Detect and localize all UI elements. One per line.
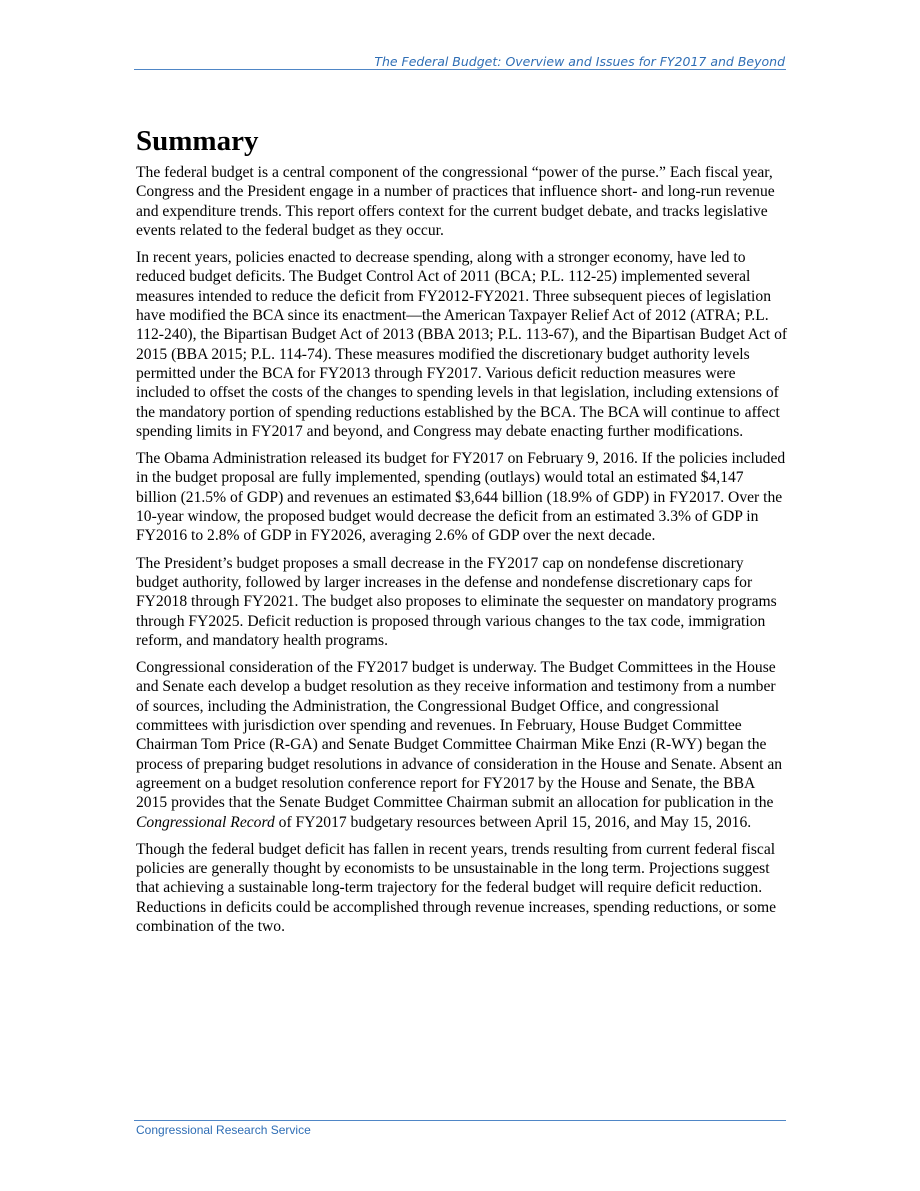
paragraph-3: The Obama Administration released its budget for FY2017 on February 9, 2016. If the policies included in the budget proposal are fully implemented, spending (outlays) would total an estimated $4,147 billion (21.5% of GDP) and revenues an estimated $3,644 billion (18.9% of GDP) in FY2017. Over the 10-year window, the proposed budget would decrease the deficit from an estimated 3.3% of GDP in FY2016 to 2.8% of GDP in FY2026, averaging 2.6% of GDP over the next decade. xyxy=(136,450,786,545)
footer-organization: Congressional Research Service xyxy=(136,1123,311,1137)
paragraph-5-text-b: of FY2017 budgetary resources between April 15, 2016, and May 15, 2016. xyxy=(274,813,752,831)
paragraph-2: In recent years, policies enacted to decrease spending, along with a stronger economy, have led to reduced budget deficits. The Budget Control Act of 2011 (BCA; P.L. 112-25) implemented several measures intended to reduce the deficit from FY2012-FY2021. Three subsequent pieces of legislation have modified the BCA since its enactment—the American Taxpayer Relief Act of 2012 (ATRA; P.L. 112-240), the Bipartisan Budget Act of 2013 (BBA 2013; P.L. 113-67), and the Bipartisan Budget Act of 2015 (BBA 2015; P.L. 114-74). These measures modified the discretionary budget authority levels permitted under the BCA for FY2013 through FY2017. Various deficit reduction measures were included to offset the costs of the changes to spending levels in that legislation, including extensions of the mandatory portion of spending reductions established by the BCA. The BCA will continue to affect spending limits in FY2017 and beyond, and Congress may debate enacting further modifications. xyxy=(136,249,788,440)
paragraph-1: The federal budget is a central component of the congressional “power of the purse.” Each fiscal year, Congress and the President engage in a number of practices that influence short- and long-run revenue and expenditure trends. This report offers context for the current budget debate, and tracks legislative events related to the federal budget as they occur. xyxy=(136,164,775,239)
paragraph-5 xyxy=(136,658,788,832)
running-header-title: The Federal Budget: Overview and Issues for FY2017 and Beyond xyxy=(374,54,785,69)
footer-divider xyxy=(134,1120,786,1121)
section-heading: Summary xyxy=(136,125,259,157)
paragraph-6: Though the federal budget deficit has fallen in recent years, trends resulting from current federal fiscal policies are generally thought by economists to be unsustainable in the long term. Projections suggest that achieving a sustainable long-term trajectory for the federal budget will require deficit reduction. Reductions in deficits could be accomplished through revenue increases, spending reductions, or some combination of the two. xyxy=(136,840,777,935)
paragraph-5-text-a: Congressional consideration of the FY2017 budget is underway. The Budget Committees in the House and Senate each develop a budget resolution as they receive information and testimony from a number of sources, including the Administration, the Congressional Budget Office, and congressional committees with jurisdiction over spending and revenues. In February, House Budget Committee Chairman Tom Price (R-GA) and Senate Budget Committee Chairman Mike Enzi (R-WY) began the process of preparing budget resolutions in advance of consideration in the House and Senate. Absent an agreement on a budget resolution conference report for FY2017 by the House and Senate, the BBA 2015 provides that the Senate Budget Committee Chairman submit an allocation for publication in the xyxy=(136,659,783,812)
header-divider xyxy=(134,69,786,70)
summary-section xyxy=(136,122,788,944)
congressional-record-title: Congressional Record xyxy=(136,813,275,831)
paragraph-4: The President’s budget proposes a small decrease in the FY2017 cap on nondefense discretionary budget authority, followed by larger increases in the defense and nondefense discretionary caps for FY2018 through FY2021. The budget also proposes to eliminate the sequester on mandatory programs through FY2025. Deficit reduction is proposed through various changes to the tax code, immigration reform, and mandatory health programs. xyxy=(136,554,777,649)
